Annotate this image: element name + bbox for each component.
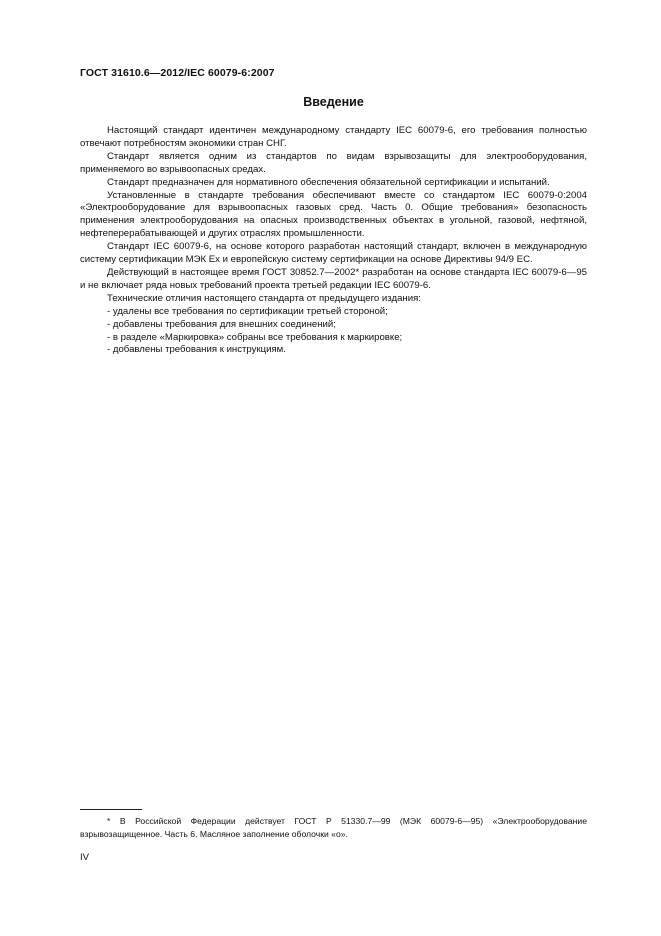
document-header: ГОСТ 31610.6—2012/IEC 60079-6:2007 (80, 67, 275, 79)
paragraph: Стандарт предназначен для нормативного обеспечения обязательной сертификации и испытаний. (107, 176, 550, 188)
section-title: Введение (303, 95, 364, 109)
paragraph: Стандарт является одним из стандартов по видам взрывозащиты для электрооборудования, применяемого во взрывоопасных средах. (80, 150, 587, 175)
paragraph: Настоящий стандарт идентичен международному стандарту IEC 60079-6, его требования полностью отвечают потребностям экономики стран СНГ. (80, 125, 587, 149)
paragraph: Действующий в настоящее время ГОСТ 30852.7—2002* разработан на основе стандарта IEC 60079-6—95 и не включает ряда новых требований проекта третьей редакции IEC 60079-6. (80, 266, 587, 291)
page-number: IV (80, 852, 90, 863)
paragraph: Технические отличия настоящего стандарта от предыдущего издания: (107, 292, 421, 304)
list-item: - добавлены требования для внешних соединений; (107, 318, 336, 330)
list-item: - удалены все требования по сертификации третьей стороной; (107, 305, 388, 317)
footnote: * В Российской Федерации действует ГОСТ Р 51330.7—99 (МЭК 60079-6—95) «Электрооборудование взрывозащищенное. Часть 6. Масляное заполнение оболочки «о». (80, 816, 587, 839)
list-item: - в разделе «Маркировка» собраны все требования к маркировке; (107, 331, 403, 343)
differences-list (80, 306, 587, 358)
paragraph: Установленные в стандарте требования обеспечивают вместе со стандартом IEC 60079-0:2004 «Электрооборудование для взрывоопасных газовых сред. Часть 0. Общие требования» безопасность применения электрооборудования на опасных производственных объектах в угольной, газовой, нефтяной, нефтеперерабатывающей и других отраслях промышленности. (80, 189, 587, 240)
body-text (80, 125, 587, 357)
footnote-divider (80, 809, 142, 810)
paragraph: Стандарт IEC 60079-6, на основе которого разработан настоящий стандарт, включен в международную систему сертификации МЭК Ex и европейскую систему сертификации на основе Директивы 94/9 ЕС. (80, 241, 587, 266)
list-item: - добавлены требования к инструкциям. (107, 344, 286, 356)
